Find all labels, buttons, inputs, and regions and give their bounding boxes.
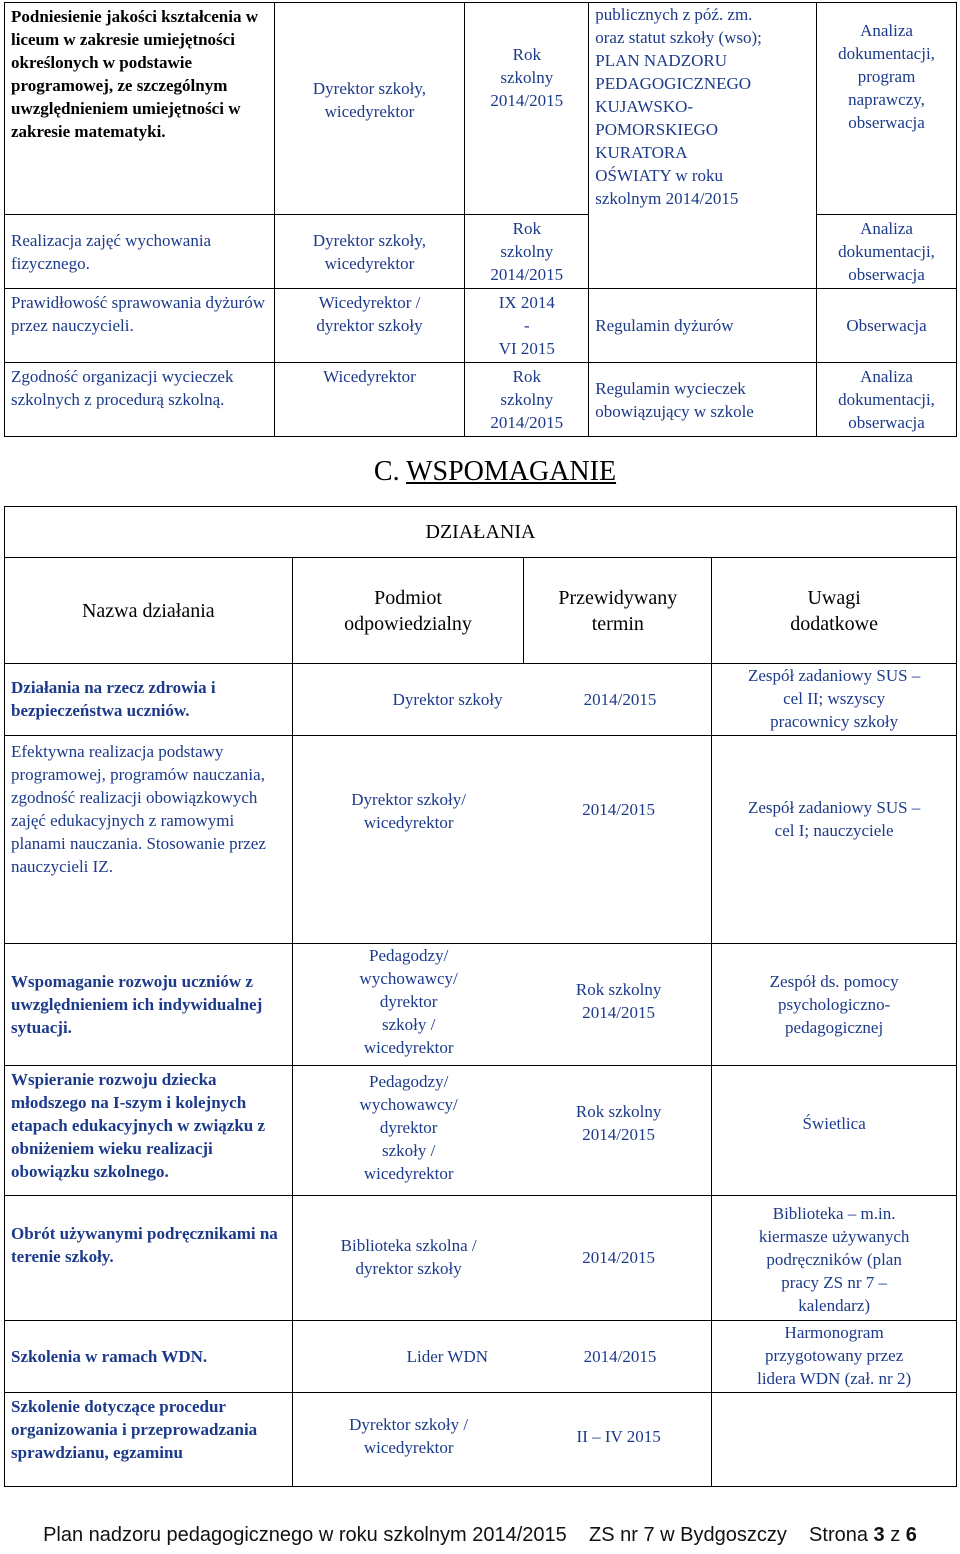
- action-name: Działania na rzecz zdrowia i bezpieczeństwa uczniów.: [11, 678, 216, 720]
- basis: publicznych z póź. zm. oraz statut szkoły (wso); PLAN NADZORU PEDAGOGICZNEGO KUJAWSKO- POMORSKIEGO KURATORA OŚWIATY w roku szkolnym 2014/2015: [595, 5, 762, 208]
- notes: Zespół zadaniowy SUS – cel I; nauczyciele: [747, 798, 921, 840]
- table-row: [5, 664, 957, 736]
- deadline: IX 2014 - VI 2015: [498, 293, 555, 358]
- deadline: Rok szkolny 2014/2015: [575, 980, 662, 1022]
- notes: Zespół ds. pomocy psychologiczno- pedagogicznej: [769, 972, 899, 1037]
- table-row: [5, 363, 957, 437]
- responsible: Wicedyrektor: [323, 367, 416, 386]
- footer-text: Plan nadzoru pedagogicznego w roku szkolnym 2014/2015 ZS nr 7 w Bydgoszczy Strona: [43, 1524, 874, 1546]
- responsible: Biblioteka szkolna / dyrektor szkoły: [340, 1236, 477, 1278]
- responsible: Dyrektor szkoły, wicedyrektor: [312, 79, 427, 121]
- table-row: [5, 289, 957, 363]
- action-name: Realizacja zajęć wychowania fizycznego.: [11, 231, 212, 273]
- deadline: Rok szkolny 2014/2015: [490, 219, 564, 284]
- table-row: [5, 944, 957, 1066]
- action-name: Wspomaganie rozwoju uczniów z uwzględnieniem ich indywidualnej sytuacji.: [11, 972, 263, 1037]
- basis: Regulamin wycieczek obowiązujący w szkole: [595, 378, 754, 421]
- page-number: 3: [873, 1524, 885, 1546]
- action-name: Podniesienie jakości kształcenia w liceum w zakresie umiejętności określonych w podstawie programowej, ze szczególnym uwzględnieniem umiejętności w zakresie matematyki.: [11, 7, 258, 141]
- action-name: Wspieranie rozwoju dziecka młodszego na I-szym i kolejnych etapach edukacyjnych w związku z obniżeniem wieku realizacji obowiązku szkolnego.: [11, 1070, 266, 1181]
- responsible: Pedagodzy/ wychowawcy/ dyrektor szkoły / wicedyrektor: [359, 946, 458, 1057]
- responsible: Dyrektor szkoły / wicedyrektor: [349, 1415, 469, 1457]
- notes: Zespół zadaniowy SUS – cel II; wszyscy pracownicy szkoły: [747, 666, 921, 731]
- deadline: Rok szkolny 2014/2015: [490, 367, 564, 432]
- table-row: [5, 1066, 957, 1196]
- responsible: Dyrektor szkoły, wicedyrektor: [312, 231, 427, 273]
- action-name: Efektywna realizacja podstawy programowej, programów nauczania, zgodność realizacji obowiązkowych zajęć edukacyjnych z ramowymi planami nauczania. Stosowanie przez nauczycieli IZ.: [11, 742, 266, 876]
- column-header: Podmiot odpowiedzialny: [292, 558, 524, 664]
- table-row: [5, 1393, 957, 1487]
- top-table: [4, 2, 957, 437]
- method: Analiza dokumentacji, obserwacja: [838, 219, 935, 284]
- action-name: Obrót używanymi podręcznikami na terenie szkoły.: [11, 1224, 278, 1266]
- deadline: 2014/2015: [583, 690, 657, 709]
- method: Analiza dokumentacji, obserwacja: [838, 367, 935, 432]
- table-row: [5, 736, 957, 944]
- responsible: Pedagodzy/ wychowawcy/ dyrektor szkoły / wicedyrektor: [359, 1072, 458, 1183]
- table-row: [5, 1321, 957, 1393]
- table-title: DZIAŁANIA: [5, 507, 957, 558]
- page-total: 6: [905, 1524, 917, 1546]
- responsible: Lider WDN: [406, 1347, 489, 1366]
- deadline: 2014/2015: [583, 1347, 657, 1366]
- notes: Biblioteka – m.in. kiermasze używanych podręczników (plan pracy ZS nr 7 – kalendarz): [758, 1204, 910, 1315]
- table-row: [5, 3, 957, 215]
- action-name: Szkolenia w ramach WDN.: [11, 1347, 208, 1366]
- action-name: Prawidłowość sprawowania dyżurów przez nauczycieli.: [11, 293, 265, 335]
- deadline: Rok szkolny 2014/2015: [575, 1102, 662, 1144]
- action-name: Zgodność organizacji wycieczek szkolnych z procedurą szkolną.: [11, 367, 234, 409]
- section-heading: C. WSPOMAGANIE: [373, 456, 617, 487]
- responsible: Wicedyrektor / dyrektor szkoły: [316, 293, 423, 335]
- activities-table: [4, 506, 957, 1487]
- basis: Regulamin dyżurów: [595, 316, 734, 335]
- column-header: Przewidywany termin: [524, 558, 712, 664]
- deadline: 2014/2015: [582, 800, 656, 819]
- notes: Świetlica: [802, 1114, 866, 1133]
- method: Analiza dokumentacji, program naprawczy, obserwacja: [838, 21, 935, 132]
- section-heading-title: WSPOMAGANIE: [406, 456, 617, 487]
- action-name: Szkolenie dotyczące procedur organizowania i przeprowadzania sprawdzianu, egzaminu: [11, 1397, 258, 1462]
- responsible: Dyrektor szkoły/ wicedyrektor: [351, 790, 467, 832]
- page-footer: Plan nadzoru pedagogicznego w roku szkolnym 2014/2015 ZS nr 7 w Bydgoszczy Strona 3 z 6: [43, 1524, 917, 1546]
- table-header-row: [5, 558, 957, 664]
- column-header: Nazwa działania: [5, 558, 293, 664]
- responsible: Dyrektor szkoły: [392, 690, 503, 709]
- deadline: 2014/2015: [582, 1248, 656, 1267]
- deadline: Rok szkolny 2014/2015: [490, 45, 564, 110]
- notes: Harmonogram przygotowany przez lidera WDN (zał. nr 2): [757, 1323, 912, 1388]
- table-row: [5, 1196, 957, 1321]
- column-header: Uwagi dodatkowe: [712, 558, 957, 664]
- method: Obserwacja: [846, 316, 927, 335]
- notes: [712, 1393, 956, 1397]
- deadline: II – IV 2015: [576, 1427, 661, 1446]
